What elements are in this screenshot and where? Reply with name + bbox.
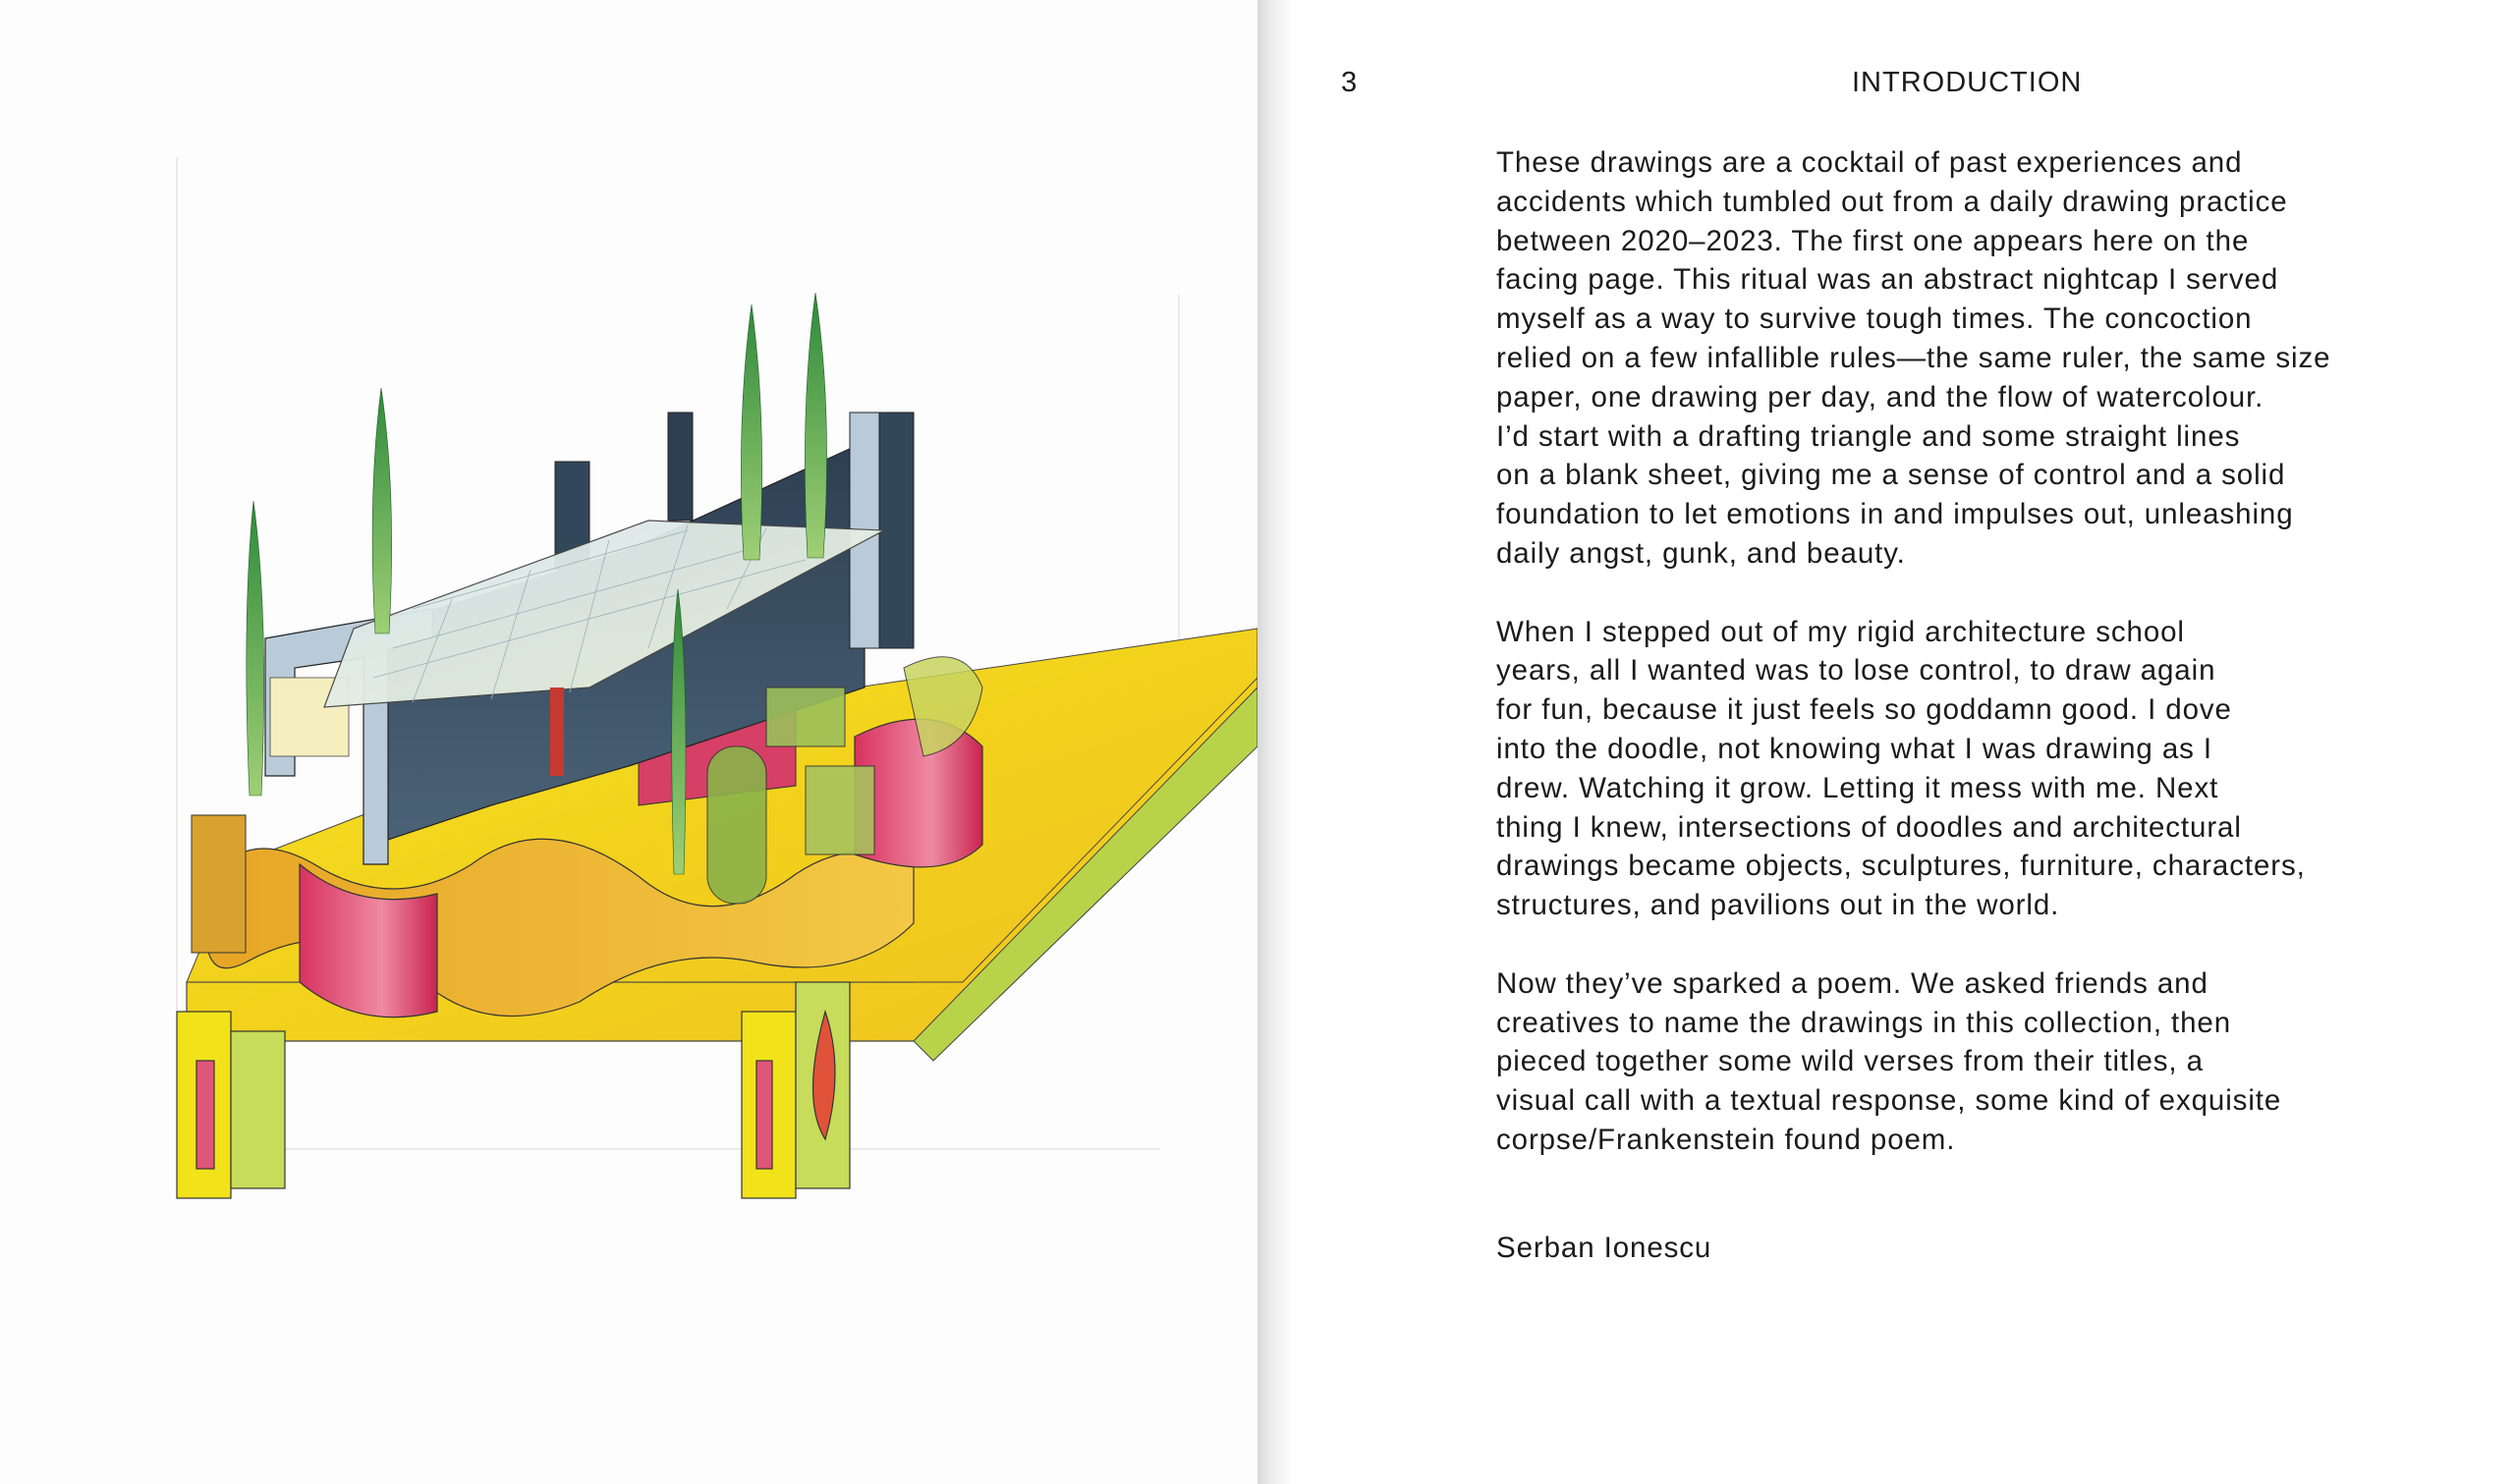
text-line: facing page. This ritual was an abstract nightcap I served xyxy=(1496,263,2279,297)
text-line: pieced together some wild verses from their titles, a xyxy=(1496,1045,2204,1078)
text-line: structures, and pavilions out in the world. xyxy=(1496,889,2060,922)
text-line: accidents which tumbled out from a daily drawing practice xyxy=(1496,185,2288,218)
text-line: visual call with a textual response, some kind of exquisite xyxy=(1496,1084,2282,1118)
text-line: These drawings are a cocktail of past experiences and xyxy=(1496,146,2243,179)
text-line: on a blank sheet, giving me a sense of control and a solid xyxy=(1496,459,2286,492)
text-line: I’d start with a drafting triangle and some straight lines xyxy=(1496,419,2241,453)
text-line: Now they’ve sparked a poem. We asked friends and xyxy=(1496,966,2208,1000)
text-line: drawings became objects, sculptures, furniture, characters, xyxy=(1496,850,2306,883)
text-line: relied on a few infallible rules—the same ruler, the same size xyxy=(1496,341,2331,374)
text-line: between 2020–2023. The first one appears here on the xyxy=(1496,224,2250,257)
text-line: When I stepped out of my rigid architecture school xyxy=(1496,615,2185,648)
text-line: creatives to name the drawings in this collection, then xyxy=(1496,1006,2232,1039)
page-number: 3 xyxy=(1341,67,1358,98)
paragraph-1 xyxy=(1496,143,2498,574)
text-line: drew. Watching it grow. Letting it mess with me. Next xyxy=(1496,771,2219,804)
text-line: into the doodle, not knowing what I was drawing as I xyxy=(1496,732,2212,765)
paragraph-3 xyxy=(1496,964,2498,1160)
paragraph-2 xyxy=(1496,613,2498,925)
author-signature: Serban Ionescu xyxy=(1496,1232,1712,1264)
text-line: corpse/Frankenstein found poem. xyxy=(1496,1123,1956,1156)
text-line: daily angst, gunk, and beauty. xyxy=(1496,536,1906,570)
text-line: for fun, because it just feels so goddamn good. I dove xyxy=(1496,693,2232,727)
introduction-body xyxy=(1496,143,2498,1199)
text-line: thing I knew, intersections of doodles and architectural xyxy=(1496,810,2242,844)
chapter-title: INTRODUCTION xyxy=(1852,67,2083,98)
text-line: paper, one drawing per day, and the flow of watercolour. xyxy=(1496,380,2264,413)
text-line: foundation to let emotions in and impulses out, unleashing xyxy=(1496,498,2294,531)
text-line: myself as a way to survive tough times. The concoction xyxy=(1496,302,2253,336)
gutter-shadow xyxy=(1258,0,1293,1484)
text-line: years, all I wanted was to lose control, to draw again xyxy=(1496,654,2216,687)
